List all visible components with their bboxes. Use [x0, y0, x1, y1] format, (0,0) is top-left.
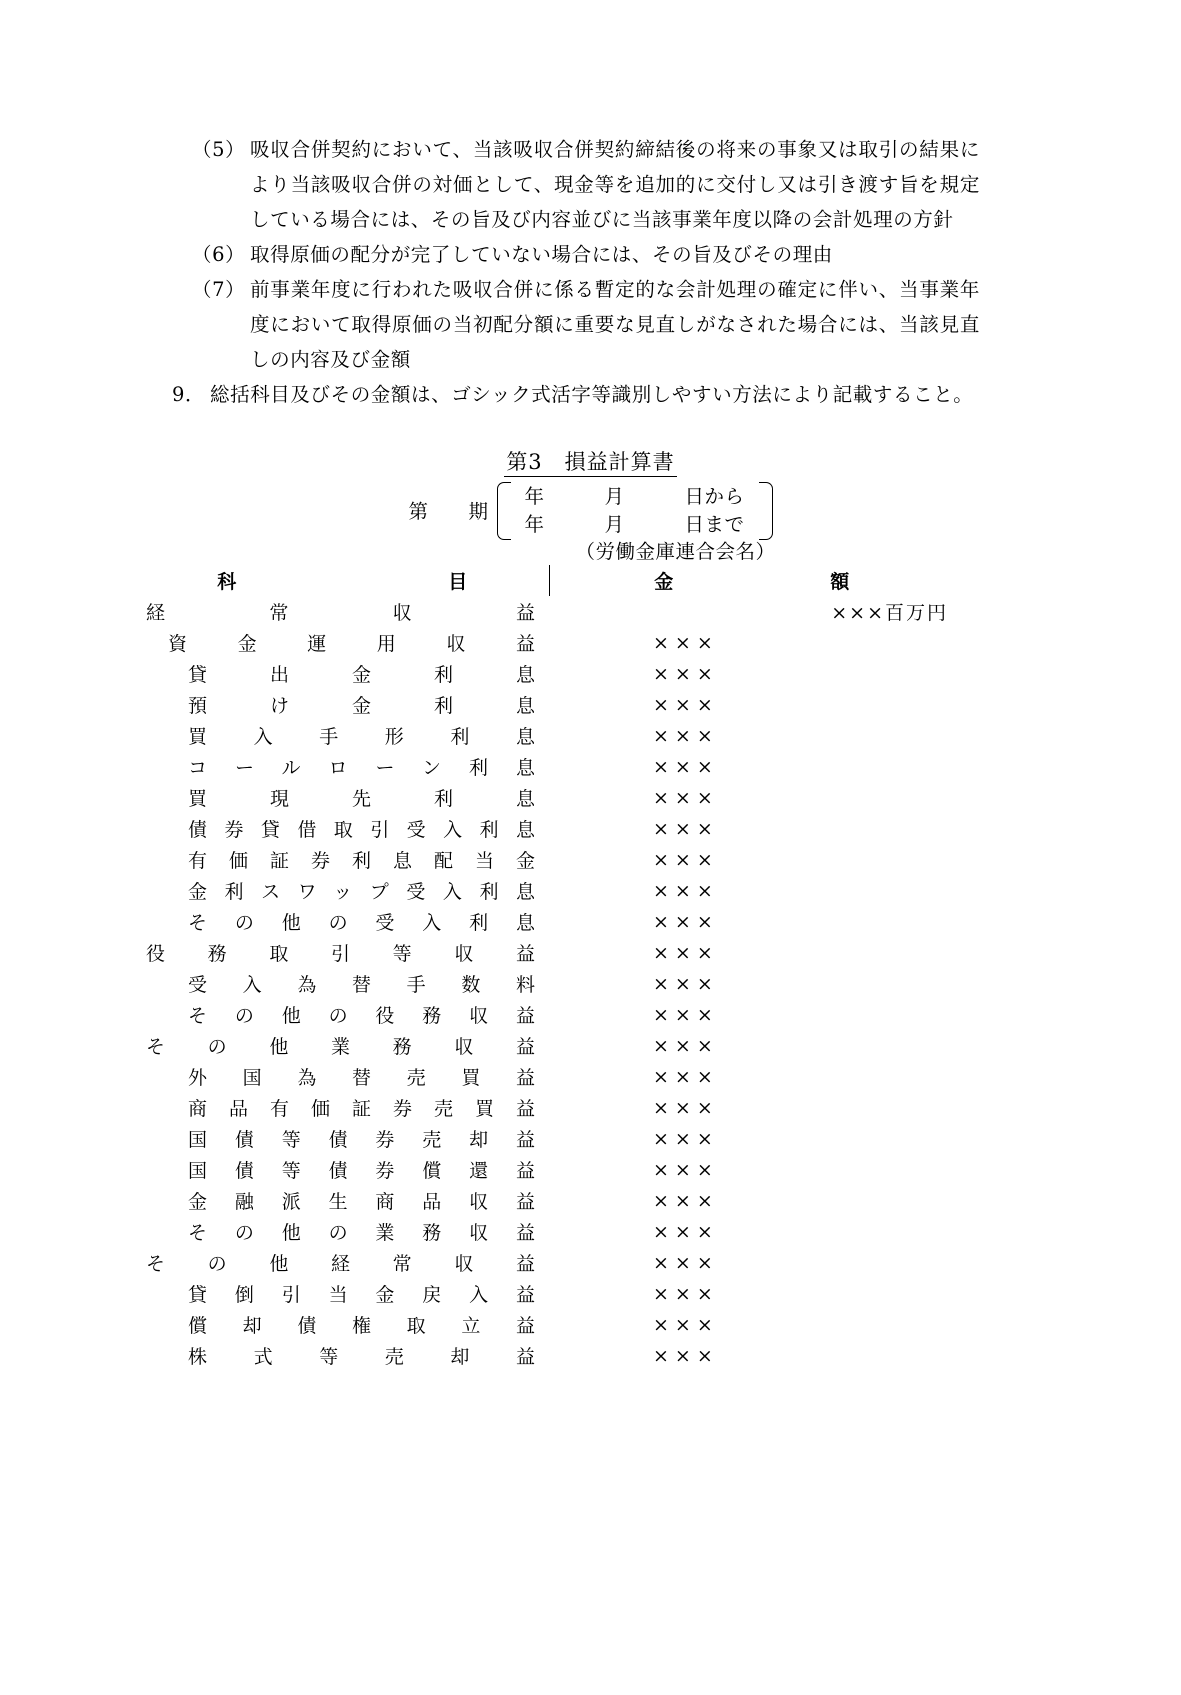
account-item-label: 債券貸借取引受入利息 [188, 819, 535, 841]
table-row [136, 1247, 954, 1278]
amount-value: ××× [653, 1127, 719, 1150]
table-row [136, 1185, 954, 1216]
page-title-text: 第3 損益計算書 [504, 450, 676, 477]
account-item-label: コールローン利息 [188, 757, 535, 779]
amount-cell [549, 937, 954, 968]
period-lines [511, 483, 759, 539]
amount-value: ××× [653, 1065, 719, 1088]
amount-value: ××× [653, 786, 719, 809]
account-item-cell [136, 720, 549, 751]
account-item-label: その他業務収益 [146, 1036, 535, 1058]
table-row [136, 1340, 954, 1371]
table-row [136, 906, 954, 937]
amount-cell [549, 720, 954, 751]
prose-item [150, 237, 980, 272]
account-item-cell [136, 1278, 549, 1309]
table-row [136, 1278, 954, 1309]
account-item-label: 金利スワップ受入利息 [188, 881, 535, 903]
amount-value: ××× [653, 1251, 719, 1274]
account-item-label: 有価証券利息配当金 [188, 850, 535, 872]
account-item-label: 償却債権取立益 [188, 1315, 535, 1337]
account-item-cell [136, 875, 549, 906]
column-header-amount [549, 565, 954, 596]
table-row [136, 658, 954, 689]
amount-value: ×××百万円 [831, 602, 948, 624]
table-row [136, 844, 954, 875]
account-item-label: 資金運用収益 [168, 633, 535, 655]
account-item-cell [136, 1123, 549, 1154]
amount-cell [549, 1247, 954, 1278]
amount-cell [549, 658, 954, 689]
account-item-cell [136, 751, 549, 782]
account-item-label: 国債等債券売却益 [188, 1129, 535, 1151]
amount-cell [549, 844, 954, 875]
table-row [136, 1030, 954, 1061]
amount-cell [549, 1340, 954, 1371]
prose-item-text: 前事業年度に行われた吸収合併に係る暫定的な会計処理の確定に伴い、当事業年度において取得原価の当初配分額に重要な見直しがなされた場合には、当該見直しの内容及び金額 [250, 278, 980, 371]
table-row [136, 875, 954, 906]
column-header-item-label: 科目 [217, 571, 468, 593]
amount-cell [549, 1154, 954, 1185]
amount-value: ××× [653, 879, 719, 902]
account-item-label: 貸出金利息 [188, 664, 535, 686]
account-item-label: 買現先利息 [188, 788, 535, 810]
amount-value: ××× [653, 941, 719, 964]
amount-cell [549, 1030, 954, 1061]
account-item-label: 金融派生商品収益 [188, 1191, 535, 1213]
amount-cell [549, 1061, 954, 1092]
account-item-cell [136, 844, 549, 875]
prose-item [150, 132, 980, 237]
account-item-cell [136, 1247, 549, 1278]
amount-cell [549, 906, 954, 937]
period-from-line: 年 月 日から [524, 485, 745, 508]
prose-item [150, 272, 980, 377]
account-item-label: 経常収益 [146, 602, 535, 624]
amount-value: ××× [653, 724, 719, 747]
account-item-cell [136, 1185, 549, 1216]
income-statement-table-wrapper [136, 565, 954, 1371]
amount-value: ××× [653, 1034, 719, 1057]
account-item-cell [136, 627, 549, 658]
amount-cell [549, 689, 954, 720]
table-row [136, 1123, 954, 1154]
amount-value: ××× [653, 755, 719, 778]
amount-value: ××× [653, 1189, 719, 1212]
account-item-label: その他の業務収益 [188, 1222, 535, 1244]
account-item-cell [136, 937, 549, 968]
account-item-label: その他の役務収益 [188, 1005, 535, 1027]
account-item-cell [136, 1154, 549, 1185]
amount-value: ××× [653, 662, 719, 685]
prose-item-marker: （5） [192, 138, 246, 161]
amount-cell [549, 751, 954, 782]
income-statement-table [136, 565, 954, 1371]
amount-cell [549, 782, 954, 813]
table-row [136, 782, 954, 813]
account-item-label: 株式等売却益 [188, 1346, 535, 1368]
account-item-cell [136, 689, 549, 720]
amount-cell [549, 1278, 954, 1309]
amount-cell [549, 1216, 954, 1247]
table-row [136, 627, 954, 658]
amount-cell [549, 875, 954, 906]
account-item-label: その他経常収益 [146, 1253, 535, 1275]
amount-cell [549, 1123, 954, 1154]
account-item-label: その他の受入利息 [188, 912, 535, 934]
amount-value: ××× [653, 1003, 719, 1026]
prose-item-marker: 9． [172, 383, 206, 406]
amount-value: ××× [653, 1220, 719, 1243]
amount-value: ××× [653, 848, 719, 871]
table-row [136, 720, 954, 751]
account-item-cell [136, 782, 549, 813]
amount-value: ××× [653, 1096, 719, 1119]
amount-value: ××× [653, 631, 719, 654]
prose-item-marker: （7） [192, 278, 246, 301]
table-row [136, 937, 954, 968]
table-row [136, 596, 954, 627]
period-to-line: 年 月 日まで [524, 513, 745, 536]
prose-item [150, 377, 980, 412]
table-row [136, 1216, 954, 1247]
account-item-label: 買入手形利息 [188, 726, 535, 748]
amount-value: ××× [653, 1282, 719, 1305]
table-row [136, 1154, 954, 1185]
account-item-cell [136, 968, 549, 999]
account-item-label: 国債等債券償還益 [188, 1160, 535, 1182]
table-row [136, 751, 954, 782]
account-item-label: 預け金利息 [188, 695, 535, 717]
amount-cell [549, 999, 954, 1030]
prose-item-marker: （6） [192, 243, 246, 266]
amount-cell [549, 813, 954, 844]
table-row [136, 968, 954, 999]
prose-block [150, 132, 980, 412]
period-brace [497, 482, 773, 540]
table-header-row [136, 565, 954, 596]
prose-item-text: 取得原価の配分が完了していない場合には、その旨及びその理由 [250, 243, 833, 266]
account-item-cell [136, 1216, 549, 1247]
account-item-cell [136, 658, 549, 689]
account-item-label: 商品有価証券売買益 [188, 1098, 535, 1120]
table-row [136, 1061, 954, 1092]
bracket-right-icon [759, 482, 773, 540]
account-item-cell [136, 1061, 549, 1092]
table-row [136, 689, 954, 720]
bracket-left-icon [497, 482, 511, 540]
table-row [136, 813, 954, 844]
account-item-cell [136, 1309, 549, 1340]
amount-cell [549, 596, 954, 627]
amount-cell [549, 627, 954, 658]
account-item-cell [136, 1092, 549, 1123]
accounting-period [0, 482, 1181, 540]
amount-cell [549, 1185, 954, 1216]
page-title [0, 446, 1181, 476]
account-item-cell [136, 596, 549, 627]
amount-value: ××× [653, 817, 719, 840]
amount-cell [549, 1309, 954, 1340]
prose-item-text: 総括科目及びその金額は、ゴシック式活字等識別しやすい方法により記載すること。 [210, 383, 974, 406]
period-term-label: 第 期 [408, 500, 489, 523]
amount-value: ××× [653, 1344, 719, 1367]
amount-cell [549, 1092, 954, 1123]
account-item-cell [136, 1030, 549, 1061]
account-item-cell [136, 1340, 549, 1371]
organization-name: （労働金庫連合会名） [575, 540, 776, 563]
amount-value: ××× [653, 1313, 719, 1336]
amount-value: ××× [653, 1158, 719, 1181]
amount-value: ××× [653, 693, 719, 716]
table-row [136, 1309, 954, 1340]
amount-cell [549, 968, 954, 999]
table-row [136, 1092, 954, 1123]
column-header-amount-label: 金額 [654, 571, 850, 593]
table-body [136, 596, 954, 1371]
account-item-cell [136, 999, 549, 1030]
table-row [136, 999, 954, 1030]
account-item-label: 外国為替売買益 [188, 1067, 535, 1089]
column-header-item [136, 565, 549, 596]
account-item-label: 貸倒引当金戻入益 [188, 1284, 535, 1306]
amount-value: ××× [653, 910, 719, 933]
amount-value: ××× [653, 972, 719, 995]
account-item-cell [136, 813, 549, 844]
prose-item-text: 吸収合併契約において、当該吸収合併契約締結後の将来の事象又は取引の結果により当該吸収合併の対価として、現金等を追加的に交付し又は引き渡す旨を規定している場合には、その旨及び内容並びに当該事業年度以降の会計処理の方針 [250, 138, 980, 231]
account-item-label: 受入為替手数料 [188, 974, 535, 996]
account-item-label: 役務取引等収益 [146, 943, 535, 965]
account-item-cell [136, 906, 549, 937]
